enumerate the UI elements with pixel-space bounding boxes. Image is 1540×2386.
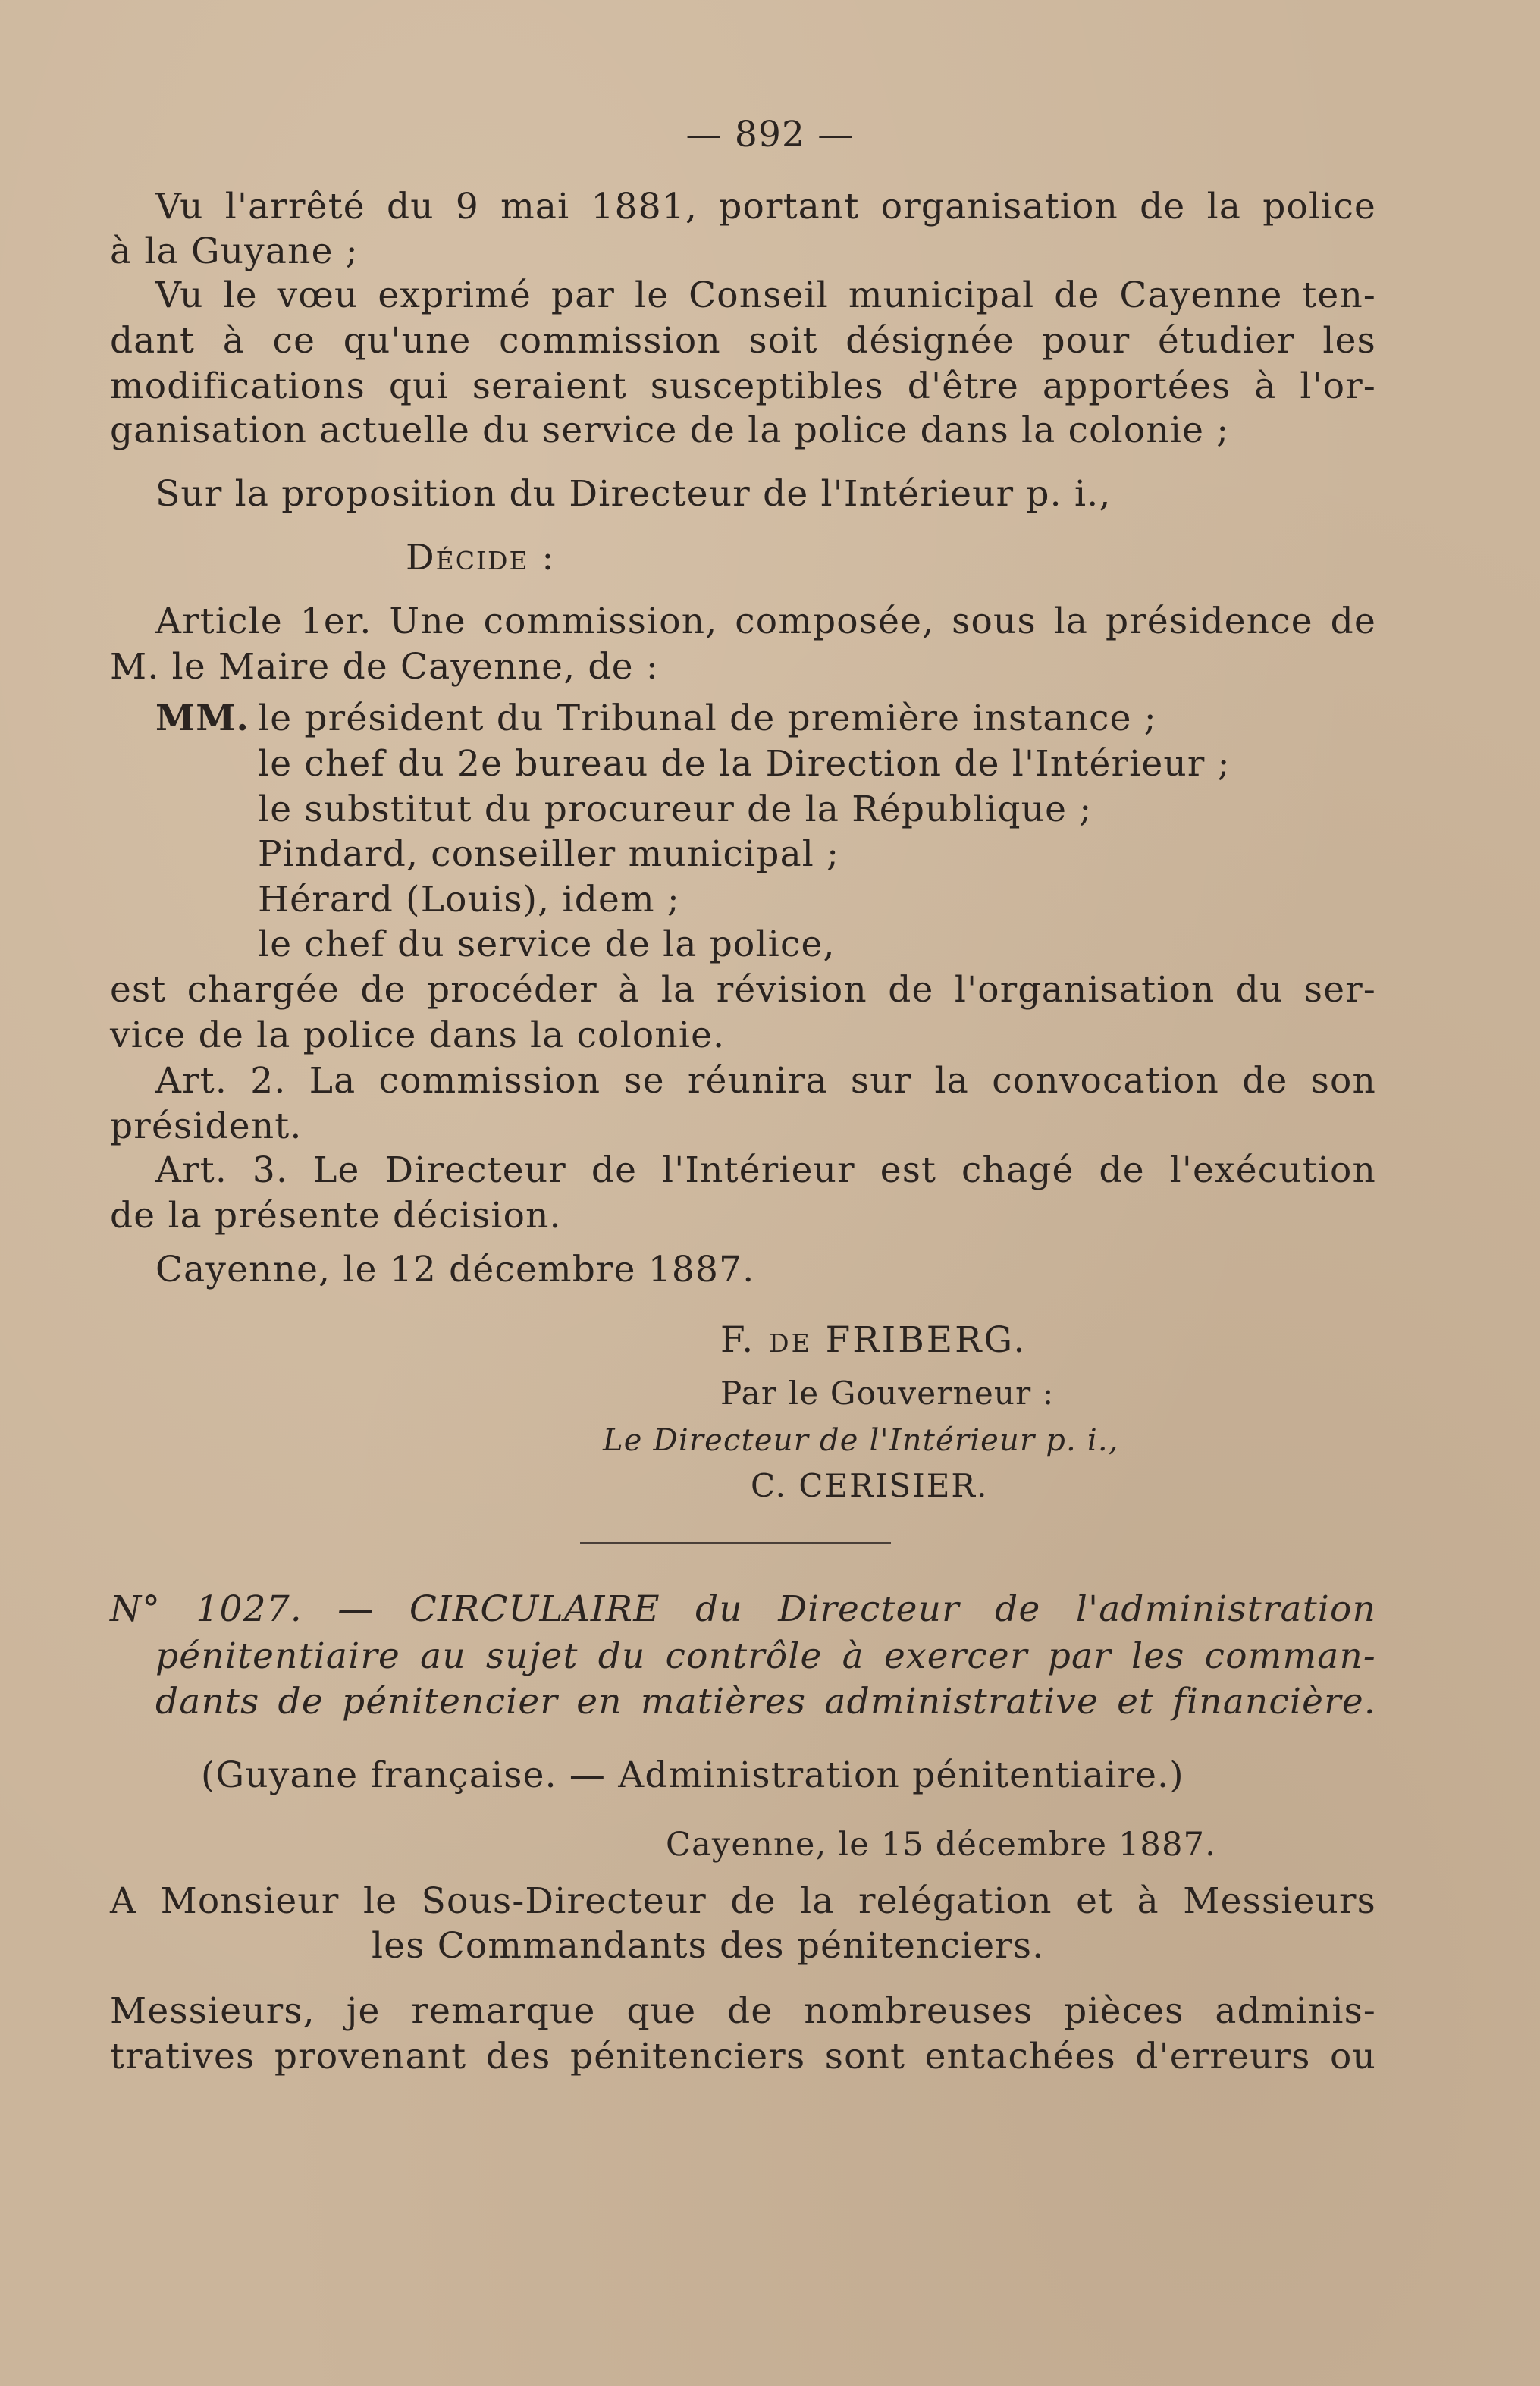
signature-for-line: Par le Gouverneur : <box>720 1375 1055 1412</box>
article3-line-2: de la présente décision. <box>110 1195 562 1237</box>
circular-place-date: Cayenne, le 15 décembre 1887. <box>666 1826 1217 1864</box>
preamble-line-1: Vu l'arrêté du 9 mai 1881, portant organisation de la police <box>155 186 1376 227</box>
circular-body-line-2: tratives provenant des pénitenciers sont entachées d'erreurs ou <box>110 2036 1376 2077</box>
section-divider <box>580 1542 891 1544</box>
circular-body-line-1: Messieurs, je remarque que de nombreuses pièces adminis- <box>110 1990 1376 2032</box>
member-6: le chef du service de la police, <box>258 923 836 965</box>
circular-heading-line-2: pénitentiaire au sujet du contrôle à exercer par les comman- <box>155 1635 1376 1677</box>
member-1: le président du Tribunal de première instance ; <box>258 698 1157 739</box>
article1-end-line-1: est chargée de procéder à la révision de l'organisation du ser- <box>110 969 1376 1011</box>
preamble-line-2: à la Guyane ; <box>110 230 359 272</box>
member-2: le chef du 2e bureau de la Direction de l'Intérieur ; <box>258 743 1231 785</box>
article1-line-1: Article 1er. Une commission, composée, sous la présidence de <box>155 600 1376 642</box>
circular-heading-line-3: dants de pénitencier en matières administrative et financière. <box>155 1681 1376 1723</box>
member-4: Pindard, conseiller municipal ; <box>258 833 840 875</box>
signature-title: Le Directeur de l'Intérieur p. i., <box>603 1423 1119 1458</box>
member-5: Hérard (Louis), idem ; <box>258 879 680 920</box>
decision-place-date: Cayenne, le 12 décembre 1887. <box>155 1249 755 1290</box>
article3-line-1: Art. 3. Le Directeur de l'Intérieur est chagé de l'exécution <box>155 1149 1376 1191</box>
preamble-line-6: ganisation actuelle du service de la police dans la colonie ; <box>110 409 1230 451</box>
article2-line-2: président. <box>110 1105 303 1147</box>
article1-end-line-2: vice de la police dans la colonie. <box>110 1014 726 1056</box>
page-number: — 892 — <box>685 114 855 155</box>
circular-address-line-1: A Monsieur le Sous-Directeur de la relégation et à Messieurs <box>110 1880 1376 1922</box>
preamble-line-3: Vu le vœu exprimé par le Conseil municipal de Cayenne ten- <box>155 274 1376 316</box>
countersigner-name: C. CERISIER. <box>751 1467 989 1504</box>
circular-subheading: (Guyane française. — Administration pénitentiaire.) <box>201 1754 1184 1796</box>
preamble-line-4: dant à ce qu'une commission soit désignée pour étudier les <box>110 320 1376 362</box>
member-3: le substitut du procureur de la République ; <box>258 789 1093 830</box>
article1-line-2: M. le Maire de Cayenne, de : <box>110 646 659 688</box>
circular-address-line-2: les Commandants des pénitenciers. <box>372 1925 1045 1967</box>
preamble-line-5: modifications qui seraient susceptibles d'être apportées à l'or- <box>110 365 1376 407</box>
decide-heading: Décide : <box>406 537 556 578</box>
preamble-line-7: Sur la proposition du Directeur de l'Intérieur p. i., <box>155 473 1112 515</box>
members-lead: MM. <box>155 698 250 739</box>
signer-name: F. de FRIBERG. <box>720 1319 1027 1361</box>
circular-heading-line-1: N° 1027. — CIRCULAIRE du Directeur de l'administration <box>110 1588 1376 1630</box>
article2-line-1: Art. 2. La commission se réunira sur la convocation de son <box>155 1060 1376 1102</box>
